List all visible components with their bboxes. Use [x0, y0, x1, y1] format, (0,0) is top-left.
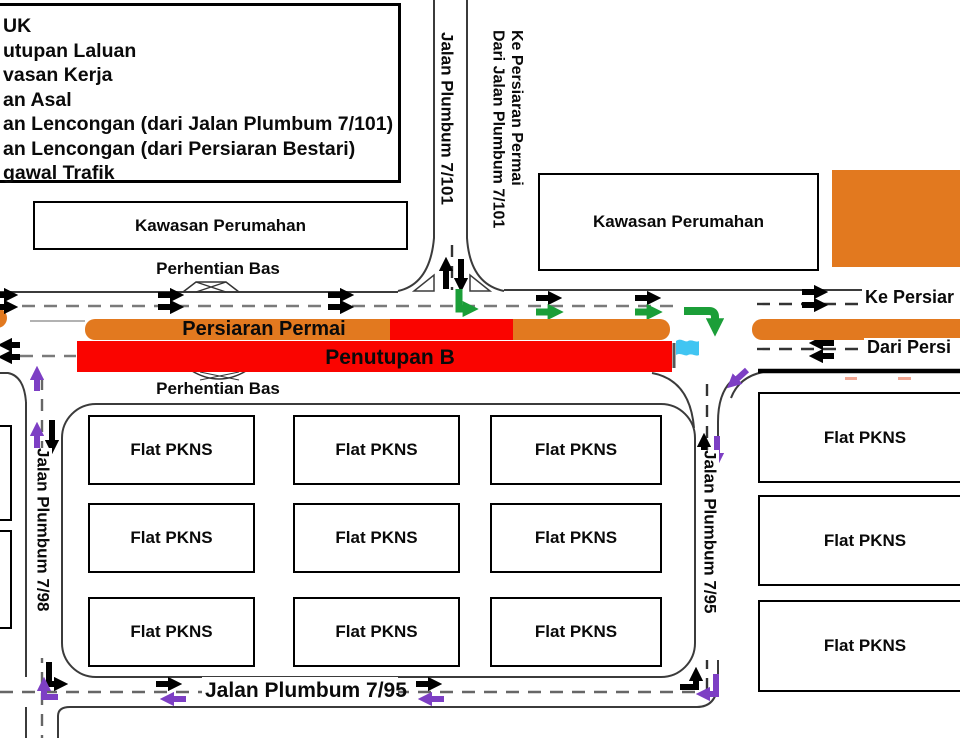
flat-pkns-box	[758, 495, 960, 586]
dari-jalan-plumbum-label: Dari Jalan Plumbum 7/101	[489, 30, 507, 229]
kawasan-perumahan-left-box	[33, 201, 408, 250]
kawasan-perumahan-right-box	[538, 173, 819, 271]
legend-item: vasan Kerja	[3, 64, 113, 86]
jalan-plumbum-7101-label: Jalan Plumbum 7/101	[437, 32, 456, 237]
faint-dash-1	[845, 377, 857, 380]
dari-persiaran-label: Dari Persi	[864, 338, 960, 356]
flat-pkns-box	[293, 415, 460, 485]
green-arrow-elbow-south	[684, 311, 715, 321]
flat-pkns-box	[88, 415, 255, 485]
jalan-plumbum-795-vertical-label: Jalan Plumbum 7/95	[700, 450, 719, 660]
ke-persiaran-label: Ke Persiar	[862, 288, 960, 306]
island-triangle-left	[414, 275, 434, 291]
flat-pkns-box	[758, 600, 960, 692]
flat-pkns-box	[490, 503, 662, 573]
flat-pkns-box	[490, 415, 662, 485]
flag-cloth	[676, 340, 699, 356]
flat-label: Flat PKNS	[130, 622, 213, 641]
bus-stop-cross	[196, 282, 226, 292]
jalan-plumbum-795-bottom-label: Jalan Plumbum 7/95	[202, 677, 398, 704]
legend-item: an Lencongan (dari Jalan Plumbum 7/101)	[3, 113, 394, 135]
flat-label: Flat PKNS	[130, 528, 213, 547]
flat-label: Flat PKNS	[335, 622, 418, 641]
faint-dash-2	[898, 377, 911, 380]
bar-segment-orange-east	[513, 319, 670, 340]
orange-bar-stub	[0, 308, 7, 328]
flat-pkns-box	[490, 597, 662, 667]
flat-label: Flat PKNS	[823, 427, 907, 447]
green-arrow-turn-east	[459, 289, 465, 309]
flat-label: Flat PKNS	[823, 530, 907, 550]
partial-box-left-2	[0, 530, 12, 629]
edge-west-fillet	[0, 373, 26, 402]
purple-arrow-elbow-sw	[708, 674, 716, 694]
legend-item: gawal Trafik	[3, 162, 115, 184]
flag-icon	[674, 340, 699, 368]
flat-pkns-box	[293, 597, 460, 667]
flat-label: Flat PKNS	[534, 528, 618, 547]
flat-label: Flat PKNS	[335, 440, 418, 459]
ke-persiaran-permai-label: Ke Persiaran Permai	[507, 30, 525, 186]
flat-pkns-box	[88, 503, 255, 573]
flat-pkns-box	[293, 503, 460, 573]
legend-title: UK	[3, 15, 32, 37]
legend-box	[0, 3, 401, 183]
work-area-orange-rect	[832, 170, 960, 267]
flat-pkns-box	[758, 392, 960, 483]
flat-label: Flat PKNS	[130, 440, 213, 459]
bus-stop-label-bottom: Perhentian Bas	[156, 379, 280, 398]
arrow-elbow-sw	[49, 662, 56, 684]
flat-label: Flat PKNS	[534, 622, 618, 641]
bus-stop-icon	[183, 282, 239, 292]
partial-box-left-1	[0, 425, 12, 521]
jalan-7101-direction-labels	[488, 30, 525, 270]
legend-item: utupan Laluan	[3, 39, 137, 62]
bus-stop-label-top: Perhentian Bas	[156, 259, 280, 278]
green-diversion-arrows	[459, 289, 715, 321]
kawasan-right-label: Kawasan Perumahan	[592, 212, 764, 231]
flat-label: Flat PKNS	[823, 636, 907, 655]
persiaran-permai-label: Persiaran Permai	[182, 318, 346, 340]
legend-item: an Asal	[3, 88, 72, 111]
arrow-elbow-se	[680, 679, 696, 687]
flat-label: Flat PKNS	[335, 528, 418, 547]
legend-item: an Lencongan (dari Persiaran Bestari)	[3, 137, 356, 160]
jalan-plumbum-798-label: Jalan Plumbum 7/98	[33, 448, 52, 658]
flat-pkns-box	[88, 597, 255, 667]
kawasan-left-label: Kawasan Perumahan	[134, 215, 306, 235]
bar-segment-red-center	[390, 319, 513, 340]
penutupan-b-label: Penutupan B	[325, 346, 455, 369]
flat-label: Flat PKNS	[534, 440, 618, 459]
